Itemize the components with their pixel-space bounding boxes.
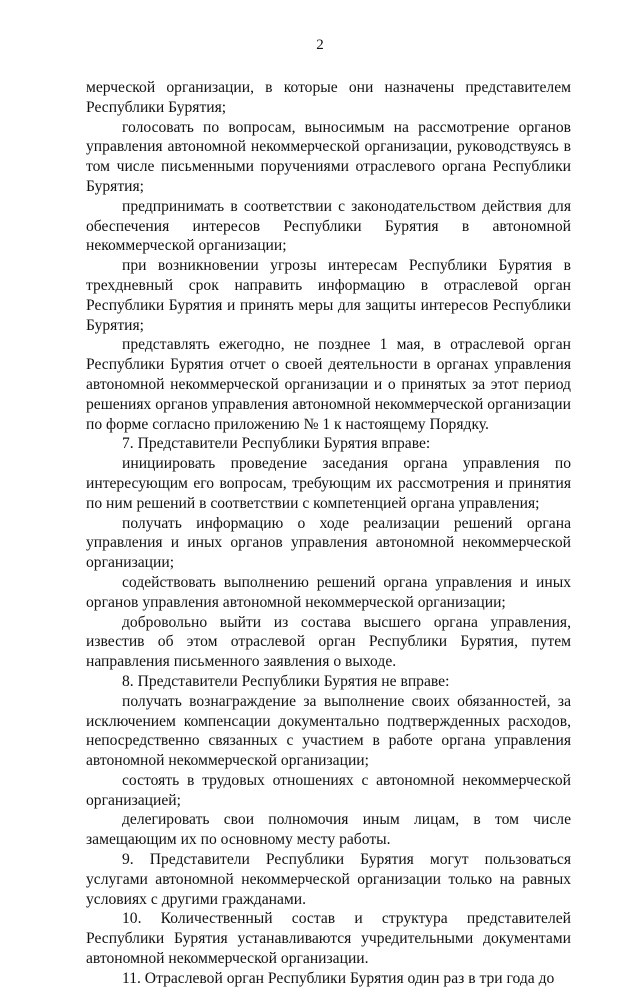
paragraph: 7. Представители Республики Бурятия вправе: <box>122 435 431 453</box>
paragraph: 9. Представители Республики Бурятия могут пользоваться услугами автономной некоммерческой организации только на равных условиях с другими гражданами. <box>86 851 571 908</box>
paragraph: 8. Представители Республики Бурятия не вправе: <box>122 672 450 690</box>
paragraph: инициировать проведение заседания органа управления по интересующим его вопросам, требующим их рассмотрения и принятия по ним решений в соответствии с компетенцией органа управления; <box>86 455 571 512</box>
paragraph: 10. Количественный состав и структура представителей Республики Бурятия устанавливаются учредительными документами автономной некоммерческой организации. <box>86 910 571 968</box>
document-body <box>86 78 571 989</box>
paragraph: добровольно выйти из состава высшего органа управления, известив об этом отраслевой орган Республики Бурятия, путем направления письменного заявления о выходе. <box>86 613 571 671</box>
paragraph: мерческой организации, в которые они назначены представителем Республики Бурятия; <box>86 79 571 116</box>
paragraph: получать вознаграждение за выполнение своих обязанностей, за исключением компенсации документально подтвержденных расходов, непосредственно связанных с участием в работе органа управления автономной некоммерческой организации; <box>86 692 571 770</box>
paragraph: голосовать по вопросам, выносимым на рассмотрение органов управления автономной некоммерческой организации, руководствуясь в том числе письменными поручениями отраслевого органа Республики Бурятия; <box>86 118 571 195</box>
paragraph: получать информацию о ходе реализации решений органа управления и иных органов управления автономной некоммерческой организации; <box>86 514 571 572</box>
paragraph: представлять ежегодно, не позднее 1 мая, в отраслевой орган Республики Бурятия отчет о своей деятельности в органах управления автономной некоммерческой организации и о принятых за этот период решениях органов управления автономной некоммерческой организации по форме согласно приложению № 1 к настоящему Порядку. <box>86 336 571 433</box>
paragraph: содействовать выполнению решений органа управления и иных органов управления автономной некоммерческой организации; <box>86 573 571 611</box>
paragraph: состоять в трудовых отношениях с автономной некоммерческой организацией; <box>86 771 571 809</box>
paragraph: 11. Отраслевой орган Республики Бурятия один раз в три года до <box>122 969 555 987</box>
paragraph: при возникновении угрозы интересам Республики Бурятия в трехдневный срок направить информацию в отраслевой орган Республики Бурятия и принять меры для защиты интересов Республики Бурятия; <box>86 257 571 334</box>
paragraph: делегировать свои полномочия иным лицам, в том числе замещающим их по основному месту работы. <box>86 811 571 849</box>
paragraph: предпринимать в соответствии с законодательством действия для обеспечения интересов Республики Бурятия в автономной некоммерческой организации; <box>86 197 571 255</box>
page-number: 2 <box>316 37 324 53</box>
